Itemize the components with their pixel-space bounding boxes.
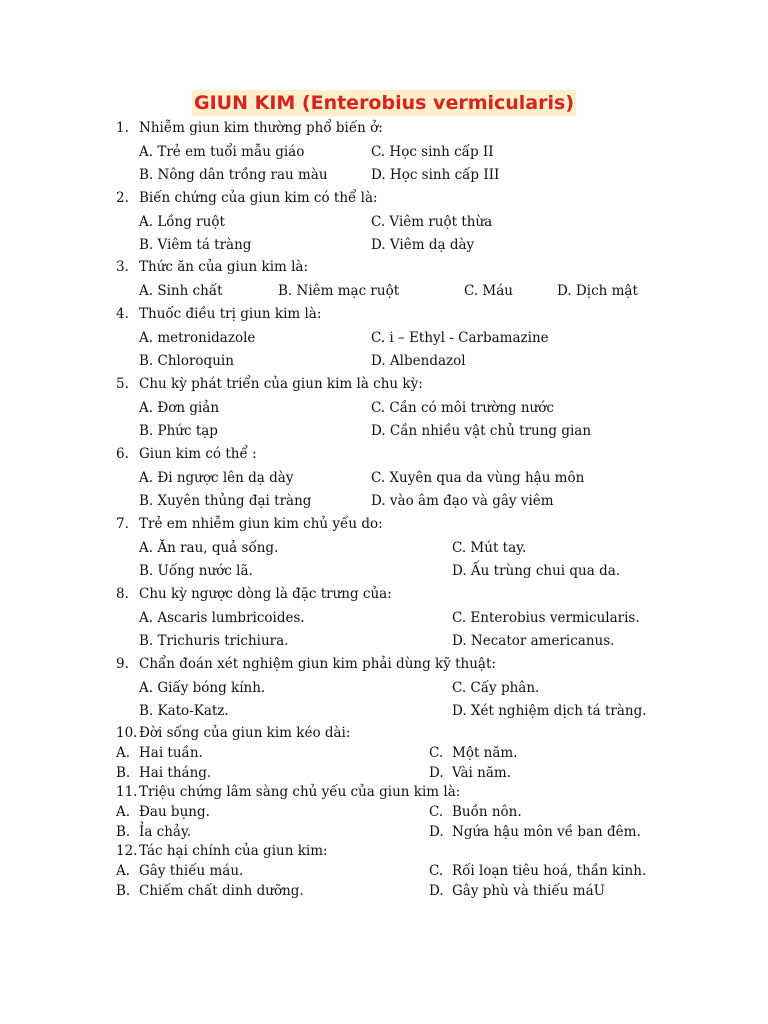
option-text: Chiếm chất dinh dưỡng. xyxy=(139,883,304,899)
option-text: Đau bụng. xyxy=(139,804,210,820)
option-letter: C. xyxy=(429,863,444,879)
option-text: Gây phù và thiếu máU xyxy=(452,883,605,899)
question-text: Đời sống của giun kim kéo dài: xyxy=(139,725,351,741)
option-text: Hai tháng. xyxy=(139,765,212,781)
answer-option: D. Cần nhiều vật chủ trung gian xyxy=(371,423,592,439)
question-text: Nhiễm giun kim thường phổ biến ở: xyxy=(139,120,383,136)
question-number: 6. xyxy=(116,446,129,462)
option-text: Buồn nôn. xyxy=(452,804,522,820)
answer-option: B. Kato-Katz. xyxy=(139,703,229,719)
answer-option: C. Học sinh cấp II xyxy=(371,144,494,160)
question-number: 8. xyxy=(116,586,129,602)
answer-option: C. i – Ethyl - Carbamazine xyxy=(371,330,549,346)
question-text: Thức ăn của giun kim là: xyxy=(139,259,309,275)
answer-option: B. Chloroquin xyxy=(139,353,234,369)
answer-option: B. Uống nước lã. xyxy=(139,563,253,579)
question-text: Tác hại chính của giun kim: xyxy=(139,843,328,859)
answer-option: C. Mút tay. xyxy=(452,540,527,556)
answer-option: C. Cần có môi trường nước xyxy=(371,400,554,416)
question-number: 2. xyxy=(116,190,129,206)
option-letter: B. xyxy=(116,883,131,899)
option-letter: B. xyxy=(116,824,131,840)
answer-option: B. Viêm tá tràng xyxy=(139,237,252,253)
option-letter: A. xyxy=(116,804,131,820)
answer-option: D. Necator americanus. xyxy=(452,633,615,649)
answer-option: A. Giấy bóng kính. xyxy=(139,680,266,696)
option-letter: D. xyxy=(429,883,444,899)
answer-option: C. Cấy phân. xyxy=(452,680,540,696)
question-text: Trẻ em nhiễm giun kim chủ yếu do: xyxy=(139,516,383,532)
option-letter: D. xyxy=(429,824,444,840)
question-text: Biến chứng của giun kim có thể là: xyxy=(139,190,378,206)
answer-option: C. Viêm ruột thừa xyxy=(371,214,493,230)
page-title: GIUN KIM (Enterobius vermicularis) xyxy=(193,92,575,114)
question-number: 11. xyxy=(116,784,138,800)
answer-option: D. Xét nghiệm dịch tá tràng. xyxy=(452,703,647,719)
answer-option: B. Trichuris trichiura. xyxy=(139,633,289,649)
option-text: Ỉa chảy. xyxy=(139,824,192,840)
question-number: 7. xyxy=(116,516,129,532)
answer-option: A. metronidazole xyxy=(139,330,256,346)
answer-option: A. Ascaris lumbricoides. xyxy=(139,610,305,626)
answer-option: D. Viêm dạ dày xyxy=(371,237,475,253)
option-letter: C. xyxy=(429,745,444,761)
option-text: Một năm. xyxy=(452,745,518,761)
answer-option: B. Xuyên thủng đại tràng xyxy=(139,493,312,509)
answer-option: A. Lồng ruột xyxy=(139,214,225,230)
option-text: Ngứa hậu môn về ban đêm. xyxy=(452,824,641,840)
question-text: Chẩn đoán xét nghiệm giun kim phải dùng kỹ thuật: xyxy=(139,656,496,672)
option-letter: A. xyxy=(116,863,131,879)
answer-option: B. Niêm mạc ruột xyxy=(278,283,400,299)
option-text: Gây thiếu máu. xyxy=(139,863,244,879)
answer-option: D. vào âm đạo và gây viêm xyxy=(371,493,554,509)
answer-option: D. Học sinh cấp III xyxy=(371,167,500,183)
title-container xyxy=(0,90,768,116)
question-text: Chu kỳ phát triển của giun kim là chu kỳ: xyxy=(139,376,423,392)
question-number: 10. xyxy=(116,725,138,741)
option-text: Vài năm. xyxy=(452,765,512,781)
question-number: 4. xyxy=(116,306,129,322)
option-letter: B. xyxy=(116,765,131,781)
question-number: 3. xyxy=(116,259,129,275)
answer-option: A. Ăn rau, quả sống. xyxy=(139,540,279,556)
answer-option: D. Albendazol xyxy=(371,353,466,369)
answer-option: C. Xuyên qua da vùng hậu môn xyxy=(371,470,585,486)
answer-option: A. Đi ngược lên dạ dày xyxy=(139,470,294,486)
answer-option: C. Enterobius vermicularis. xyxy=(452,610,640,626)
question-number: 9. xyxy=(116,656,129,672)
answer-option: D. Dịch mật xyxy=(557,283,638,299)
answer-option: A. Trẻ em tuổi mẫu giáo xyxy=(139,144,305,160)
question-number: 1. xyxy=(116,120,129,136)
option-letter: C. xyxy=(429,804,444,820)
question-number: 12. xyxy=(116,843,138,859)
question-text: Giun kim có thể : xyxy=(139,446,257,462)
answer-option: B. Nông dân trồng rau màu xyxy=(139,167,328,183)
option-text: Hai tuần. xyxy=(139,745,203,761)
option-letter: A. xyxy=(116,745,131,761)
answer-option: B. Phức tạp xyxy=(139,423,218,439)
option-letter: D. xyxy=(429,765,444,781)
answer-option: A. Sinh chất xyxy=(139,283,223,299)
option-text: Rối loạn tiêu hoá, thần kinh. xyxy=(452,863,647,879)
answer-option: A. Đơn giản xyxy=(139,400,220,416)
answer-option: D. Ấu trùng chui qua da. xyxy=(452,563,621,579)
question-text: Thuốc điều trị giun kim là: xyxy=(139,306,322,322)
answer-option: C. Máu xyxy=(464,283,513,299)
question-text: Chu kỳ ngược dòng là đặc trưng của: xyxy=(139,586,392,602)
question-text: Triệu chứng lâm sàng chủ yếu của giun kim là: xyxy=(139,784,461,800)
question-number: 5. xyxy=(116,376,129,392)
